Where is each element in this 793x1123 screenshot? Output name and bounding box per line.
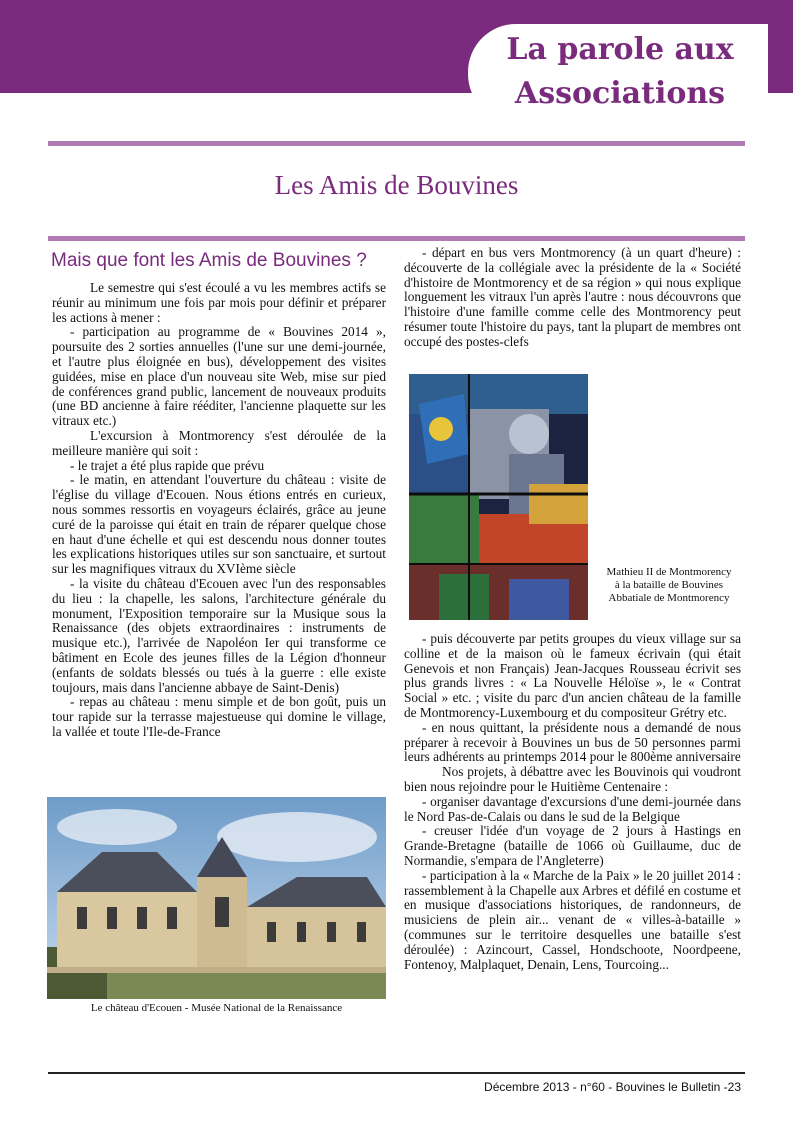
right-column-top bbox=[404, 246, 741, 350]
left-column bbox=[52, 281, 386, 740]
header-title bbox=[470, 28, 770, 116]
top-divider bbox=[48, 141, 745, 146]
header-title-line1: La parole aux bbox=[506, 32, 734, 67]
paragraph: - la visite du château d'Ecouen avec l'un des responsables du lieu : la chapelle, les salons, l'architecture générale du monument, l'Exposition temporaire sur la Musique sous la Renaissance (des objets extraordinaires : instruments de musique etc.), l'arrivée de Napoléon Ier qui transforme ce bâtiment en Ecole des jeunes filles de la Légion d'honneur (enfants de soldats blessés ou tués à la guerre : elle existe toujours, mais dans l'ancienne abbaye de Saint-Denis) bbox=[52, 575, 386, 695]
footer-divider bbox=[48, 1072, 745, 1074]
paragraph: - repas au château : menu simple et de bon goût, puis un tour rapide sur la terrasse majestueuse qui domine le village, la vallée et toute l'Ile-de-France bbox=[52, 694, 386, 739]
paragraph: - puis découverte par petits groupes du vieux village sur sa colline et de la maison où le fameux écrivain (qui était Genevois et non Français) Jean-Jacques Rousseau écrivit ses plus grands livres : « La Nouvelle Héloïse », le « Contrat Social » etc. ; visite du parc d'un ancien château de la famille de Montmorency-Luxembourg et du compositeur Grétry etc. bbox=[404, 631, 741, 720]
paragraph: Nos projets, à débattre avec les Bouvinois qui voudront bien nous rejoindre pour le Huitième Centenaire : bbox=[404, 764, 741, 794]
chateau-photo-caption: Le château d'Ecouen - Musée National de la Renaissance bbox=[90, 1002, 343, 1014]
chateau-photo bbox=[47, 797, 386, 999]
footer-text: Décembre 2013 - n°60 - Bouvines le Bulletin -23 bbox=[484, 1080, 741, 1094]
header-title-line2: Associations bbox=[514, 76, 726, 111]
paragraph: L'excursion à Montmorency s'est déroulée de la meilleure manière qui soit : bbox=[52, 427, 386, 458]
section-heading: Mais que font les Amis de Bouvines ? bbox=[51, 250, 367, 271]
caption-line: à la bataille de Bouvines bbox=[614, 579, 724, 591]
paragraph: - le trajet a été plus rapide que prévu bbox=[70, 457, 265, 473]
stained-glass-caption bbox=[594, 566, 744, 605]
paragraph: Le semestre qui s'est écoulé a vu les membres actifs se réunir au minimum une fois par mois pour définir et préparer les actions à mener : bbox=[52, 280, 386, 325]
paragraph: - creuser l'idée d'un voyage de 2 jours à Hastings en Grande-Bretagne (bataille de 1066 où Guillaume, duc de Normandie, s'empara de l'Angleterre) bbox=[404, 823, 741, 868]
paragraph: - participation au programme de « Bouvines 2014 », poursuite des 2 sorties annuelles (l'une sur une demi-journée, et l'autre plus éloignée en bus), développement des visites guidées, mise en place d'un nouveau site Web, mise sur pied de conférences grand public, lancement de nouveaux produits (une BD ancienne à faire rééditer, l'ancienne plaquette sur les vitraux etc.) bbox=[52, 324, 386, 429]
page-title: Les Amis de Bouvines bbox=[274, 170, 519, 200]
paragraph: - le matin, en attendant l'ouverture du château : visite de l'église du village d'Ecouen. Nous étions entrés en curieux, nous sommes ressortis en voyageurs éclairés, grâce au jeune curé de la paroisse qui était en train de réparer quelque chose en haut d'une échelle et qui est descendu nous donner toutes les explications historiques utiles sur son sanctuaire, et surtout sur les magnifiques vitraux du XVIème siècle bbox=[52, 472, 386, 577]
paragraph: - en nous quittant, la présidente nous a demandé de nous préparer à recevoir à Bouvines un bus de 50 personnes parmi leurs adhérents au printemps 2014 pour le 800ème anniversaire bbox=[404, 719, 741, 765]
stained-glass-photo bbox=[409, 374, 588, 620]
paragraph: - participation à la « Marche de la Paix » le 20 juillet 2014 : rassemblement à la Chapelle aux Arbres et défilé en costume et en musique d'associations historiques, de randonneurs, de musiciens de plein air... venant de « villes-à-bataille » (communes sur le territoire desquelles une bataille s'est déroulée) : Azincourt, Cassel, Hondschoote, Noordpeene, Fontenoy, Malplaquet, Denain, Lens, Tourcoing... bbox=[404, 867, 741, 972]
caption-line: Mathieu II de Montmorency bbox=[606, 566, 732, 578]
caption-line: Abbatiale de Montmorency bbox=[608, 592, 730, 604]
section-divider bbox=[48, 236, 745, 241]
paragraph: - départ en bus vers Montmorency (à un quart d'heure) : découverte de la collégiale avec la présidente de la « Société d'histoire de Montmorency et de sa région » qui nous explique longuement les vitraux l'un après l'autre : nous découvrons que l'histoire d'une famille comme celle des Montmorency peut résumer toute l'histoire du pays, tant la plupart de membres ont occupé des postes-clefs bbox=[404, 245, 741, 349]
right-column-bottom bbox=[404, 632, 741, 972]
paragraph: - organiser davantage d'excursions d'une demi-journée dans le Nord Pas-de-Calais ou dans le sud de la Belgique bbox=[404, 793, 741, 824]
